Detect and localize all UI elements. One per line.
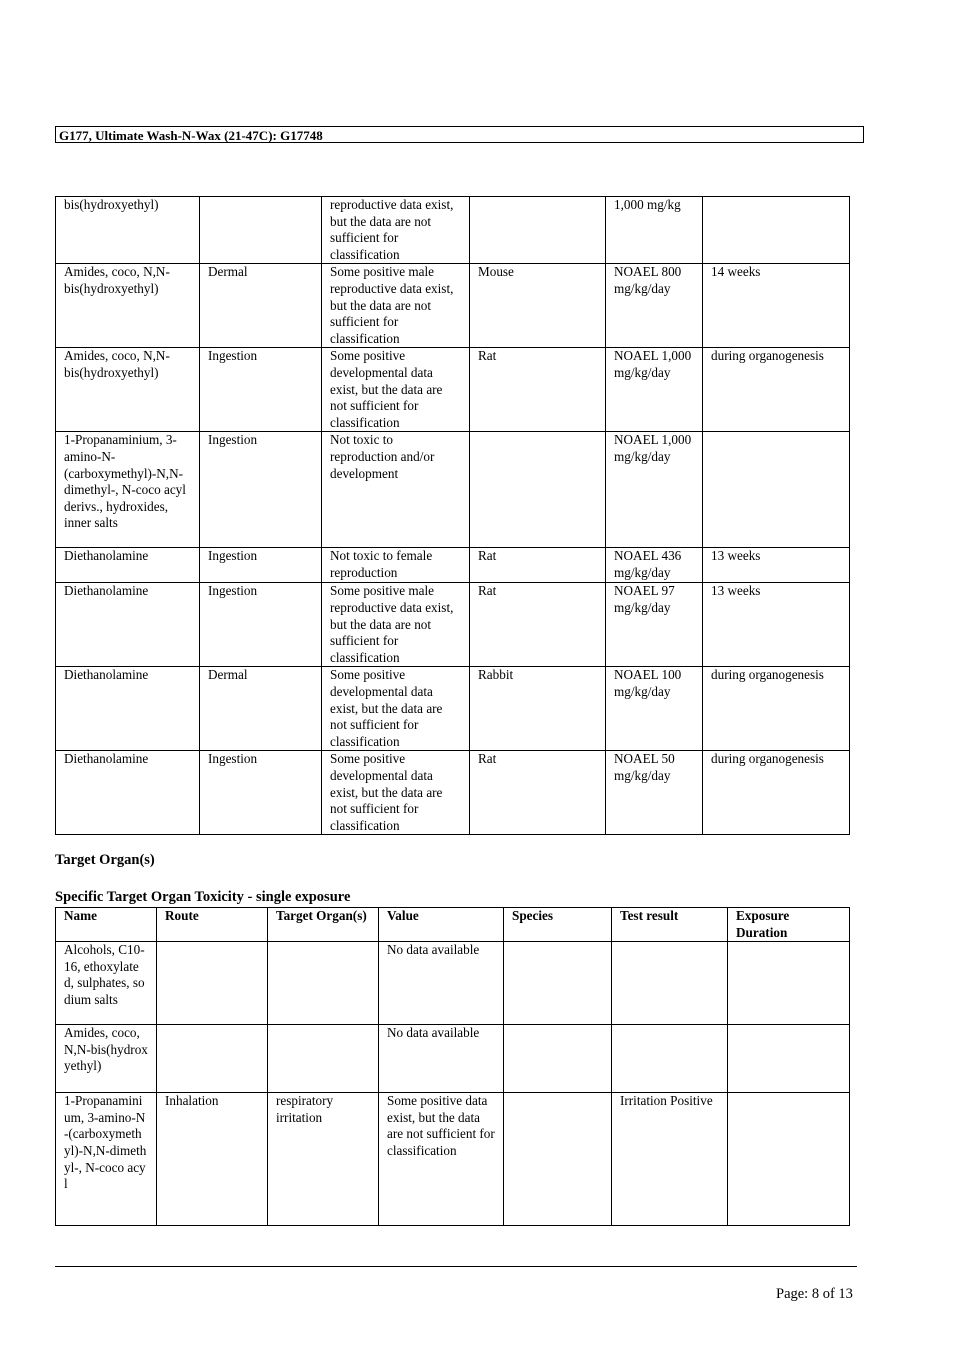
table-cell: Dermal bbox=[200, 264, 322, 348]
table-cell: Some positive male reproductive data exist, but the data are not sufficient for classification bbox=[322, 583, 470, 667]
table-cell bbox=[504, 942, 612, 1025]
table-cell: Ingestion bbox=[200, 432, 322, 548]
table-header-row bbox=[56, 908, 850, 942]
table-cell: No data available bbox=[379, 942, 504, 1025]
column-header: Value bbox=[379, 908, 504, 942]
table-row bbox=[56, 667, 850, 751]
table-cell bbox=[200, 197, 322, 264]
table-cell bbox=[703, 197, 850, 264]
table-cell: NOAEL 97 mg/kg/day bbox=[606, 583, 703, 667]
target-organs-heading: Target Organ(s) bbox=[55, 852, 155, 868]
table-cell: 13 weeks bbox=[703, 583, 850, 667]
table-cell: NOAEL 1,000 mg/kg/day bbox=[606, 432, 703, 548]
table-cell: Amides, coco, N,N-bis(hydroxyethyl) bbox=[56, 264, 200, 348]
table-cell: NOAEL 436 mg/kg/day bbox=[606, 548, 703, 583]
table-cell bbox=[612, 942, 728, 1025]
table-row bbox=[56, 1093, 850, 1226]
table-cell bbox=[703, 432, 850, 548]
table-cell bbox=[728, 1093, 850, 1226]
column-header: Name bbox=[56, 908, 157, 942]
table-cell bbox=[268, 1025, 379, 1093]
table-row bbox=[56, 197, 850, 264]
table-cell: Diethanolamine bbox=[56, 667, 200, 751]
stot-single-exposure-heading: Specific Target Organ Toxicity - single exposure bbox=[55, 889, 351, 905]
table-cell: 1-Propanaminium, 3-amino-N-(carboxymethyl)-N,N-dimethyl-, N-coco acyl derivs., hydroxides, inner salts bbox=[56, 432, 200, 548]
table-cell: Ingestion bbox=[200, 548, 322, 583]
table-cell: Ingestion bbox=[200, 751, 322, 835]
table-cell: Some positive developmental data exist, but the data are not sufficient for classification bbox=[322, 667, 470, 751]
column-header: Species bbox=[504, 908, 612, 942]
table-cell: NOAEL 1,000 mg/kg/day bbox=[606, 348, 703, 432]
table-cell bbox=[504, 1025, 612, 1093]
table-cell bbox=[157, 1025, 268, 1093]
column-header: Route bbox=[157, 908, 268, 942]
table-cell: Some positive developmental data exist, but the data are not sufficient for classification bbox=[322, 751, 470, 835]
table-cell: Some positive developmental data exist, but the data are not sufficient for classification bbox=[322, 348, 470, 432]
table-cell: 13 weeks bbox=[703, 548, 850, 583]
table-cell: Some positive male reproductive data exist, but the data are not sufficient for classification bbox=[322, 264, 470, 348]
table-cell: during organogenesis bbox=[703, 348, 850, 432]
table-cell: Ingestion bbox=[200, 583, 322, 667]
table-cell bbox=[268, 942, 379, 1025]
table-cell: Rat bbox=[470, 751, 606, 835]
table-cell: Rat bbox=[470, 348, 606, 432]
table-cell bbox=[504, 1093, 612, 1226]
table-row bbox=[56, 264, 850, 348]
column-header: Test result bbox=[612, 908, 728, 942]
footer-divider bbox=[55, 1266, 857, 1267]
document-header: G177, Ultimate Wash-N-Wax (21-47C): G17748 bbox=[55, 126, 864, 143]
table-cell: NOAEL 100 mg/kg/day bbox=[606, 667, 703, 751]
table-cell: Diethanolamine bbox=[56, 548, 200, 583]
table-row bbox=[56, 942, 850, 1025]
table-cell bbox=[612, 1025, 728, 1093]
column-header: Target Organ(s) bbox=[268, 908, 379, 942]
table-cell: Some positive data exist, but the data are not sufficient for classification bbox=[379, 1093, 504, 1226]
table-cell: Inhalation bbox=[157, 1093, 268, 1226]
table-cell: reproductive data exist, but the data are not sufficient for classification bbox=[322, 197, 470, 264]
table-cell: 1-Propanaminium, 3-amino-N-(carboxymethyl)-N,N-dimethyl-, N-coco acyl bbox=[56, 1093, 157, 1226]
table-cell: Rabbit bbox=[470, 667, 606, 751]
table-cell: bis(hydroxyethyl) bbox=[56, 197, 200, 264]
table-cell: Mouse bbox=[470, 264, 606, 348]
table-cell: Irritation Positive bbox=[612, 1093, 728, 1226]
table-cell bbox=[470, 197, 606, 264]
table-cell: Dermal bbox=[200, 667, 322, 751]
table-cell: during organogenesis bbox=[703, 751, 850, 835]
table-cell: Amides, coco, N,N-bis(hydroxyethyl) bbox=[56, 1025, 157, 1093]
table-row bbox=[56, 751, 850, 835]
table-row bbox=[56, 432, 850, 548]
table-cell: 14 weeks bbox=[703, 264, 850, 348]
table-row bbox=[56, 1025, 850, 1093]
table-cell: Rat bbox=[470, 548, 606, 583]
table-cell: Rat bbox=[470, 583, 606, 667]
reproductive-toxicity-table bbox=[55, 196, 850, 835]
table-cell: during organogenesis bbox=[703, 667, 850, 751]
table-cell: 1,000 mg/kg bbox=[606, 197, 703, 264]
table-row bbox=[56, 583, 850, 667]
table-cell: Diethanolamine bbox=[56, 583, 200, 667]
table-cell: NOAEL 800 mg/kg/day bbox=[606, 264, 703, 348]
table-cell bbox=[470, 432, 606, 548]
table-cell: No data available bbox=[379, 1025, 504, 1093]
table-cell bbox=[728, 1025, 850, 1093]
table-row bbox=[56, 348, 850, 432]
table-cell: Ingestion bbox=[200, 348, 322, 432]
table-cell: Not toxic to female reproduction bbox=[322, 548, 470, 583]
table-cell bbox=[157, 942, 268, 1025]
page-number: Page: 8 of 13 bbox=[776, 1286, 853, 1302]
table-cell: NOAEL 50 mg/kg/day bbox=[606, 751, 703, 835]
table-cell: Amides, coco, N,N-bis(hydroxyethyl) bbox=[56, 348, 200, 432]
table-cell: respiratory irritation bbox=[268, 1093, 379, 1226]
table-cell bbox=[728, 942, 850, 1025]
table-cell: Not toxic to reproduction and/or development bbox=[322, 432, 470, 548]
column-header: Exposure Duration bbox=[728, 908, 850, 942]
stot-single-exposure-table bbox=[55, 907, 850, 1226]
table-cell: Diethanolamine bbox=[56, 751, 200, 835]
table-row bbox=[56, 548, 850, 583]
table-cell: Alcohols, C10-16, ethoxylated, sulphates, sodium salts bbox=[56, 942, 157, 1025]
